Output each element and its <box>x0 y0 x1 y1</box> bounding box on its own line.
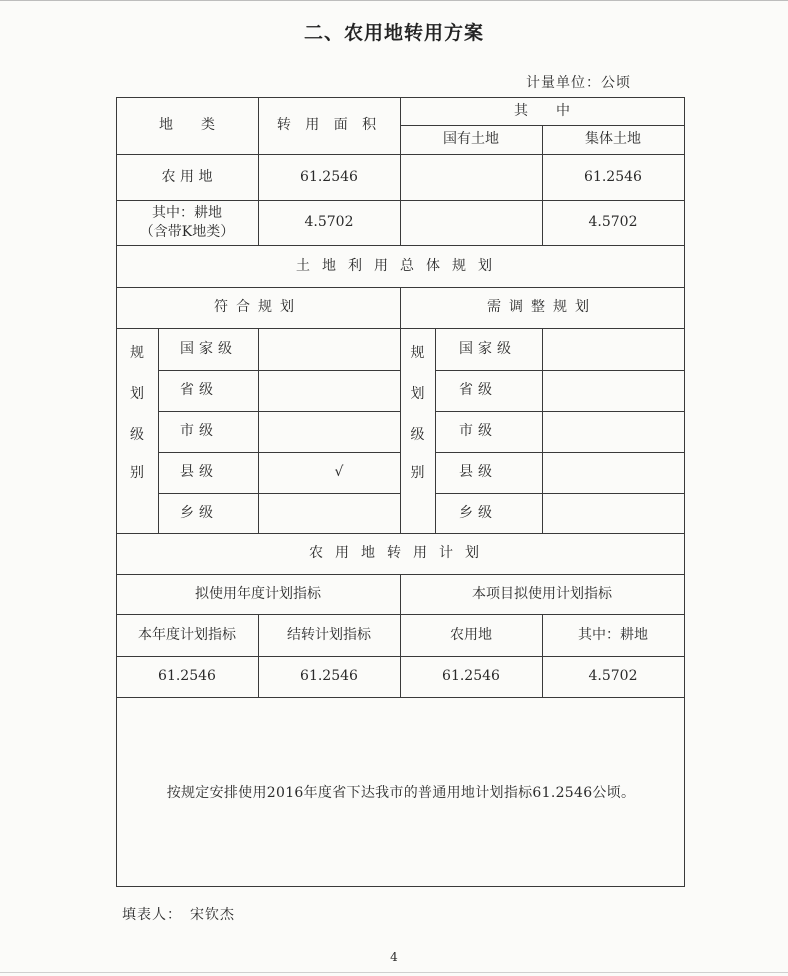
conform-mark-city <box>258 411 400 452</box>
col-carryover-plan: 结转计划指标 <box>287 626 371 643</box>
adjust-level-char: 规 <box>410 345 425 362</box>
adjust-level-char: 划 <box>410 386 425 403</box>
conform-level-national: 国家级 <box>180 340 237 357</box>
header-converted-area: 转 用 面 积 <box>276 117 382 134</box>
conform-level-char: 规 <box>130 345 144 362</box>
col-cultivated: 其中：耕地 <box>578 626 648 643</box>
unit-label: 计量单位：公顷 <box>526 75 631 91</box>
row-label-cultivated-line1: 其中：耕地 <box>152 204 222 221</box>
adjust-level-township: 乡级 <box>459 504 497 521</box>
val-carryover-plan: 61.2546 <box>300 668 358 685</box>
rule-bottom <box>116 886 684 887</box>
header-land-type: 地 类 <box>159 117 215 134</box>
row-label-cultivated-line2: （含带K地类） <box>139 223 235 240</box>
conform-level-char: 别 <box>130 465 144 482</box>
row-area-farmland: 61.2546 <box>300 168 358 185</box>
filler-signature: 填表人： 宋钦杰 <box>122 907 235 923</box>
overall-plan-heading: 土地利用总体规划 <box>296 257 504 274</box>
conform-mark-township <box>258 493 400 533</box>
rule <box>542 328 543 533</box>
project-indicator-heading: 本项目拟使用计划指标 <box>472 585 612 602</box>
col-annual-plan: 本年度计划指标 <box>138 626 236 643</box>
conform-level-township: 乡级 <box>180 504 218 521</box>
adjust-level-char: 别 <box>410 465 425 482</box>
adjust-level-char: 级 <box>410 427 425 444</box>
page-number: 4 <box>390 950 398 964</box>
row-label-cultivated <box>116 200 258 245</box>
row-state-farmland <box>400 154 542 200</box>
adjust-level-national: 国家级 <box>459 340 516 357</box>
header-of-which: 其 中 <box>514 102 570 119</box>
conform-mark-county: √ <box>334 464 344 481</box>
adjust-level-county: 县级 <box>459 464 497 481</box>
val-cultivated: 4.5702 <box>588 668 638 685</box>
row-state-cultivated <box>400 200 542 245</box>
annual-indicator-heading: 拟使用年度计划指标 <box>195 585 321 602</box>
conform-mark-province <box>258 370 400 411</box>
row-collective-farmland: 61.2546 <box>584 168 642 185</box>
row-label-farmland: 农 用 地 <box>161 168 213 185</box>
col-farmland: 农用地 <box>450 626 492 643</box>
header-state-land: 国有土地 <box>443 131 499 148</box>
conform-level-city: 市级 <box>180 423 218 440</box>
conform-plan-heading: 符合规划 <box>214 299 302 316</box>
conform-level-province: 省级 <box>180 382 218 399</box>
conform-level-char: 划 <box>130 386 144 403</box>
rule-right <box>684 97 685 887</box>
adjust-plan-heading: 需调整规划 <box>487 299 597 316</box>
row-area-cultivated: 4.5702 <box>304 214 354 231</box>
val-annual-plan: 61.2546 <box>158 668 216 685</box>
row-collective-cultivated: 4.5702 <box>588 214 638 231</box>
page-title: 二、农用地转用方案 <box>303 22 484 44</box>
conform-level-char: 级 <box>130 427 144 444</box>
adjust-level-city: 市级 <box>459 423 497 440</box>
conform-mark-national <box>258 328 400 370</box>
val-farmland: 61.2546 <box>442 668 500 685</box>
conform-level-county: 县级 <box>180 464 218 481</box>
header-collective-land: 集体土地 <box>585 131 641 148</box>
rule <box>116 697 684 698</box>
conversion-plan-heading: 农用地转用计划 <box>309 545 491 562</box>
adjust-level-province: 省级 <box>459 382 497 399</box>
plan-note: 按规定安排使用2016年度省下达我市的普通用地计划指标61.2546公顷。 <box>166 785 636 801</box>
